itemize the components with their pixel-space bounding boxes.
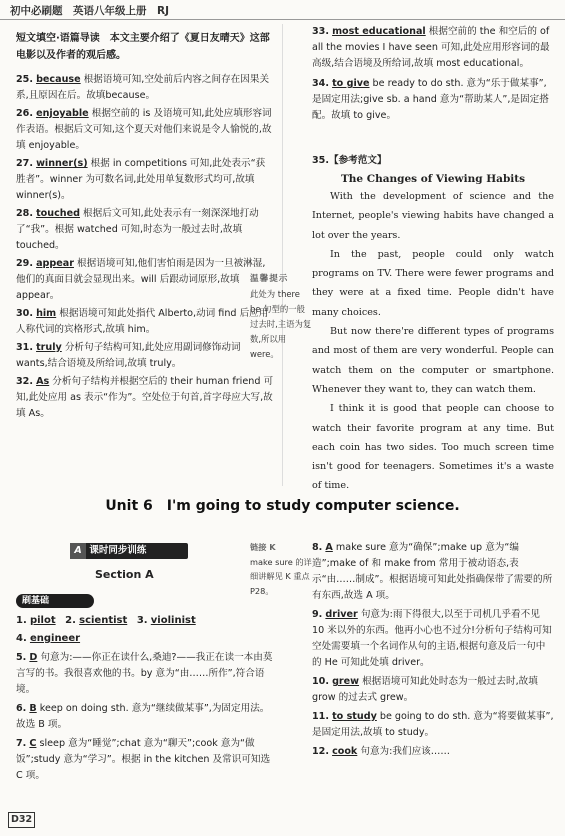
essay-paragraph: I think it is good that people can choose to watch their favorite program at any time. But each coin has two sides. Too much screen time isn't good for teenagers. Sometimes it's a waste of time. <box>312 403 554 492</box>
basic-practice-tag: 刷基础 <box>16 594 94 608</box>
explanation: 根据 in competitions 可知,此处表示“获胜者”。winner 为可数名词,此处用单复数形式均可,故填 winner(s)。 <box>16 158 266 201</box>
item-number: 6. <box>16 703 27 714</box>
link-text: make sure 的详细讲解见 K 重点 P28。 <box>250 556 312 596</box>
answer-item <box>312 540 554 604</box>
explanation: 分析句子结构并根据空后的 their human friend 可知,此处应用 as 表示“作为”。空处位于句首,首字母应大写,故填 As。 <box>16 376 274 419</box>
explanation: 根据语境可知此处指代 Alberto,动词 find 后应用人称代词的宾格形式,故填 him。 <box>16 308 269 335</box>
essay-paragraph: In the past, people could only watch programs on TV. There were fewer programs and they were at a fixed time. People didn't have many choices. <box>312 248 554 318</box>
badge-letter: A <box>70 543 86 559</box>
header-rule <box>0 19 565 20</box>
essay-body <box>312 187 554 496</box>
explanation: keep on doing sth. 意为“继续做某事”,为固定用法。故选 B 项。 <box>16 703 270 730</box>
unit-title: Unit 6 I'm going to study computer science. <box>105 498 460 514</box>
item-number: 9. <box>312 609 323 620</box>
item-number: 10. <box>312 676 329 687</box>
explanation: 根据空前的 is 及语境可知,此处应填形容词作表语。根据后文可知,这个夏天对他们来说是令人愉悦的,故填 enjoyable。 <box>16 108 272 151</box>
answer-item <box>16 306 274 338</box>
answer-item <box>312 607 554 671</box>
explanation: 根据语境可知,他们害怕雨是因为一旦被淋湿,他们的真面目就会显现出来。will 后跟动词原形,故填 appear。 <box>16 258 266 301</box>
tip-text: 此处为 there be 句型的一般过去时,主语为复数,所以用 were。 <box>250 289 312 359</box>
column-divider <box>282 24 283 486</box>
answer-item <box>16 72 274 104</box>
answer-item <box>312 24 554 72</box>
essay-paragraph: With the development of science and the Internet, people's viewing habits have changed a lot over the years. <box>312 191 554 241</box>
explanation: 句意为:——你正在读什么,桑迪?——我正在读一本由莫言写的书。我很喜欢他的书。by 意为“由……所作”,符合语境。 <box>16 652 273 695</box>
passage-intro: 短文填空·语篇导读 本文主要介绍了《夏日友晴天》这部电影以及作者的观后感。 <box>16 33 270 61</box>
quick-answers <box>16 612 274 648</box>
answer-key: C <box>29 738 37 749</box>
answer-item <box>16 650 274 698</box>
answer-key: cook <box>332 746 358 757</box>
answer-item <box>16 701 274 733</box>
answer-item <box>312 674 554 706</box>
answer-key: winner(s) <box>36 158 88 169</box>
item-number: 27. <box>16 158 33 169</box>
lower-left-list <box>16 650 274 787</box>
explanation: be going to do sth. 意为“将要做某事”,是固定用法,故填 to study。 <box>312 711 554 738</box>
lower-right-list <box>312 540 554 763</box>
answer-key: to give <box>332 78 370 89</box>
tip-heading: 温馨提示 <box>250 274 289 284</box>
answer-1: 1. pilot <box>16 615 56 626</box>
answer-item <box>312 76 554 124</box>
answer-item <box>16 256 274 304</box>
answer-key: appear <box>36 258 74 269</box>
explanation: 分析句子结构可知,此处应用副词修饰动词 wants,结合语境及所给词,故填 truly。 <box>16 342 241 369</box>
answer-key: truly <box>36 342 62 353</box>
answer-key: him <box>36 308 57 319</box>
item-number: 30. <box>16 308 33 319</box>
explanation: 句意为:我们应该…… <box>357 746 450 757</box>
answer-key: B <box>29 703 37 714</box>
item-number: 28. <box>16 208 33 219</box>
answer-item <box>16 206 274 254</box>
right-answer-list <box>312 24 554 128</box>
item-number: 12. <box>312 746 329 757</box>
reference-essay <box>312 153 554 496</box>
section-title: Section A <box>95 568 154 581</box>
essay-paragraph: But now there're different types of programs and most of them are very wonderful. People can watch them on the computer or smartphone. Whenever they want to, they can watch them. <box>312 326 554 395</box>
item-number: 25. <box>16 74 33 85</box>
link-note <box>250 540 312 598</box>
answer-item <box>312 709 554 741</box>
item-number: 26. <box>16 108 33 119</box>
answer-item <box>16 374 274 422</box>
answer-4: 4. engineer <box>16 633 81 644</box>
book-title: 初中必刷题 英语八年级上册 RJ <box>10 5 169 17</box>
explanation: make sure 意为“确保”;make up 意为“编造”;make of 和 make from 常用于被动语态,表示“由……制成”。根据语境可知此处指确保带了需要的所有东西,故选 A 项。 <box>312 542 553 601</box>
reference-label: 35.【参考范文】 <box>312 155 387 166</box>
sync-training-badge <box>70 543 188 559</box>
item-number: 11. <box>312 711 329 722</box>
explanation: 根据语境可知此处时态为一般过去时,故填 grow 的过去式 grew。 <box>312 676 538 703</box>
answer-key: because <box>36 74 81 85</box>
answer-key: enjoyable <box>36 108 89 119</box>
answer-item <box>16 340 274 372</box>
explanation: 根据空前的 the 和空后的 of all the movies I have seen 可知,此处应用形容词的最高级,结合语境及所给词,故填 most educational。 <box>312 26 550 69</box>
explanation: be ready to do sth. 意为“乐于做某事”,是固定用法;give sb. a hand 意为“帮助某人”,是固定搭配。故填 to give。 <box>312 78 549 121</box>
tip-note <box>250 272 312 362</box>
answer-item <box>16 156 274 204</box>
explanation: 根据后文可知,此处表示有一刻深深地打动了“我”。根据 watched 可知,时态为一般过去时,故填 touched。 <box>16 208 259 251</box>
page-header <box>0 0 565 20</box>
answer-item <box>312 744 554 760</box>
answer-key: As <box>36 376 50 387</box>
answer-key: A <box>325 542 333 553</box>
item-number: 7. <box>16 738 27 749</box>
answer-item <box>16 106 274 154</box>
answer-key: D <box>29 652 38 663</box>
answer-key: driver <box>325 609 358 620</box>
explanation: 根据语境可知,空处前后内容之间存在因果关系,且原因在后。故填because。 <box>16 74 270 101</box>
explanation: 句意为:雨下得很大,以至于司机几乎看不见 10 米以外的东西。他再小心也不过分!分析句子结构可知空处需要填一个名词作从句的主语,根据句意及后一句中的 He 可知此处填 driver。 <box>312 609 552 668</box>
answer-2: 2. scientist <box>65 615 128 626</box>
page-number: D32 <box>8 812 35 828</box>
item-number: 32. <box>16 376 33 387</box>
answer-key: most educational <box>332 26 426 37</box>
item-number: 33. <box>312 26 329 37</box>
explanation: sleep 意为“睡觉”;chat 意为“聊天”;cook 意为“做饭”;study 意为“学习”。根据 in the kitchen 及常识可知选 C 项。 <box>16 738 271 781</box>
item-number: 5. <box>16 652 27 663</box>
left-answer-list <box>16 72 274 424</box>
essay-title: The Changes of Viewing Habits <box>340 173 526 185</box>
item-number: 8. <box>312 542 323 553</box>
answer-item <box>16 736 274 784</box>
badge-label: 课时同步训练 <box>89 545 147 556</box>
item-number: 29. <box>16 258 33 269</box>
link-heading: 链接 K <box>250 542 276 552</box>
answer-key: to study <box>332 711 377 722</box>
answer-3: 3. violinist <box>136 615 196 626</box>
item-number: 31. <box>16 342 33 353</box>
item-number: 34. <box>312 78 329 89</box>
answer-key: touched <box>36 208 80 219</box>
answer-key: grew <box>332 676 360 687</box>
